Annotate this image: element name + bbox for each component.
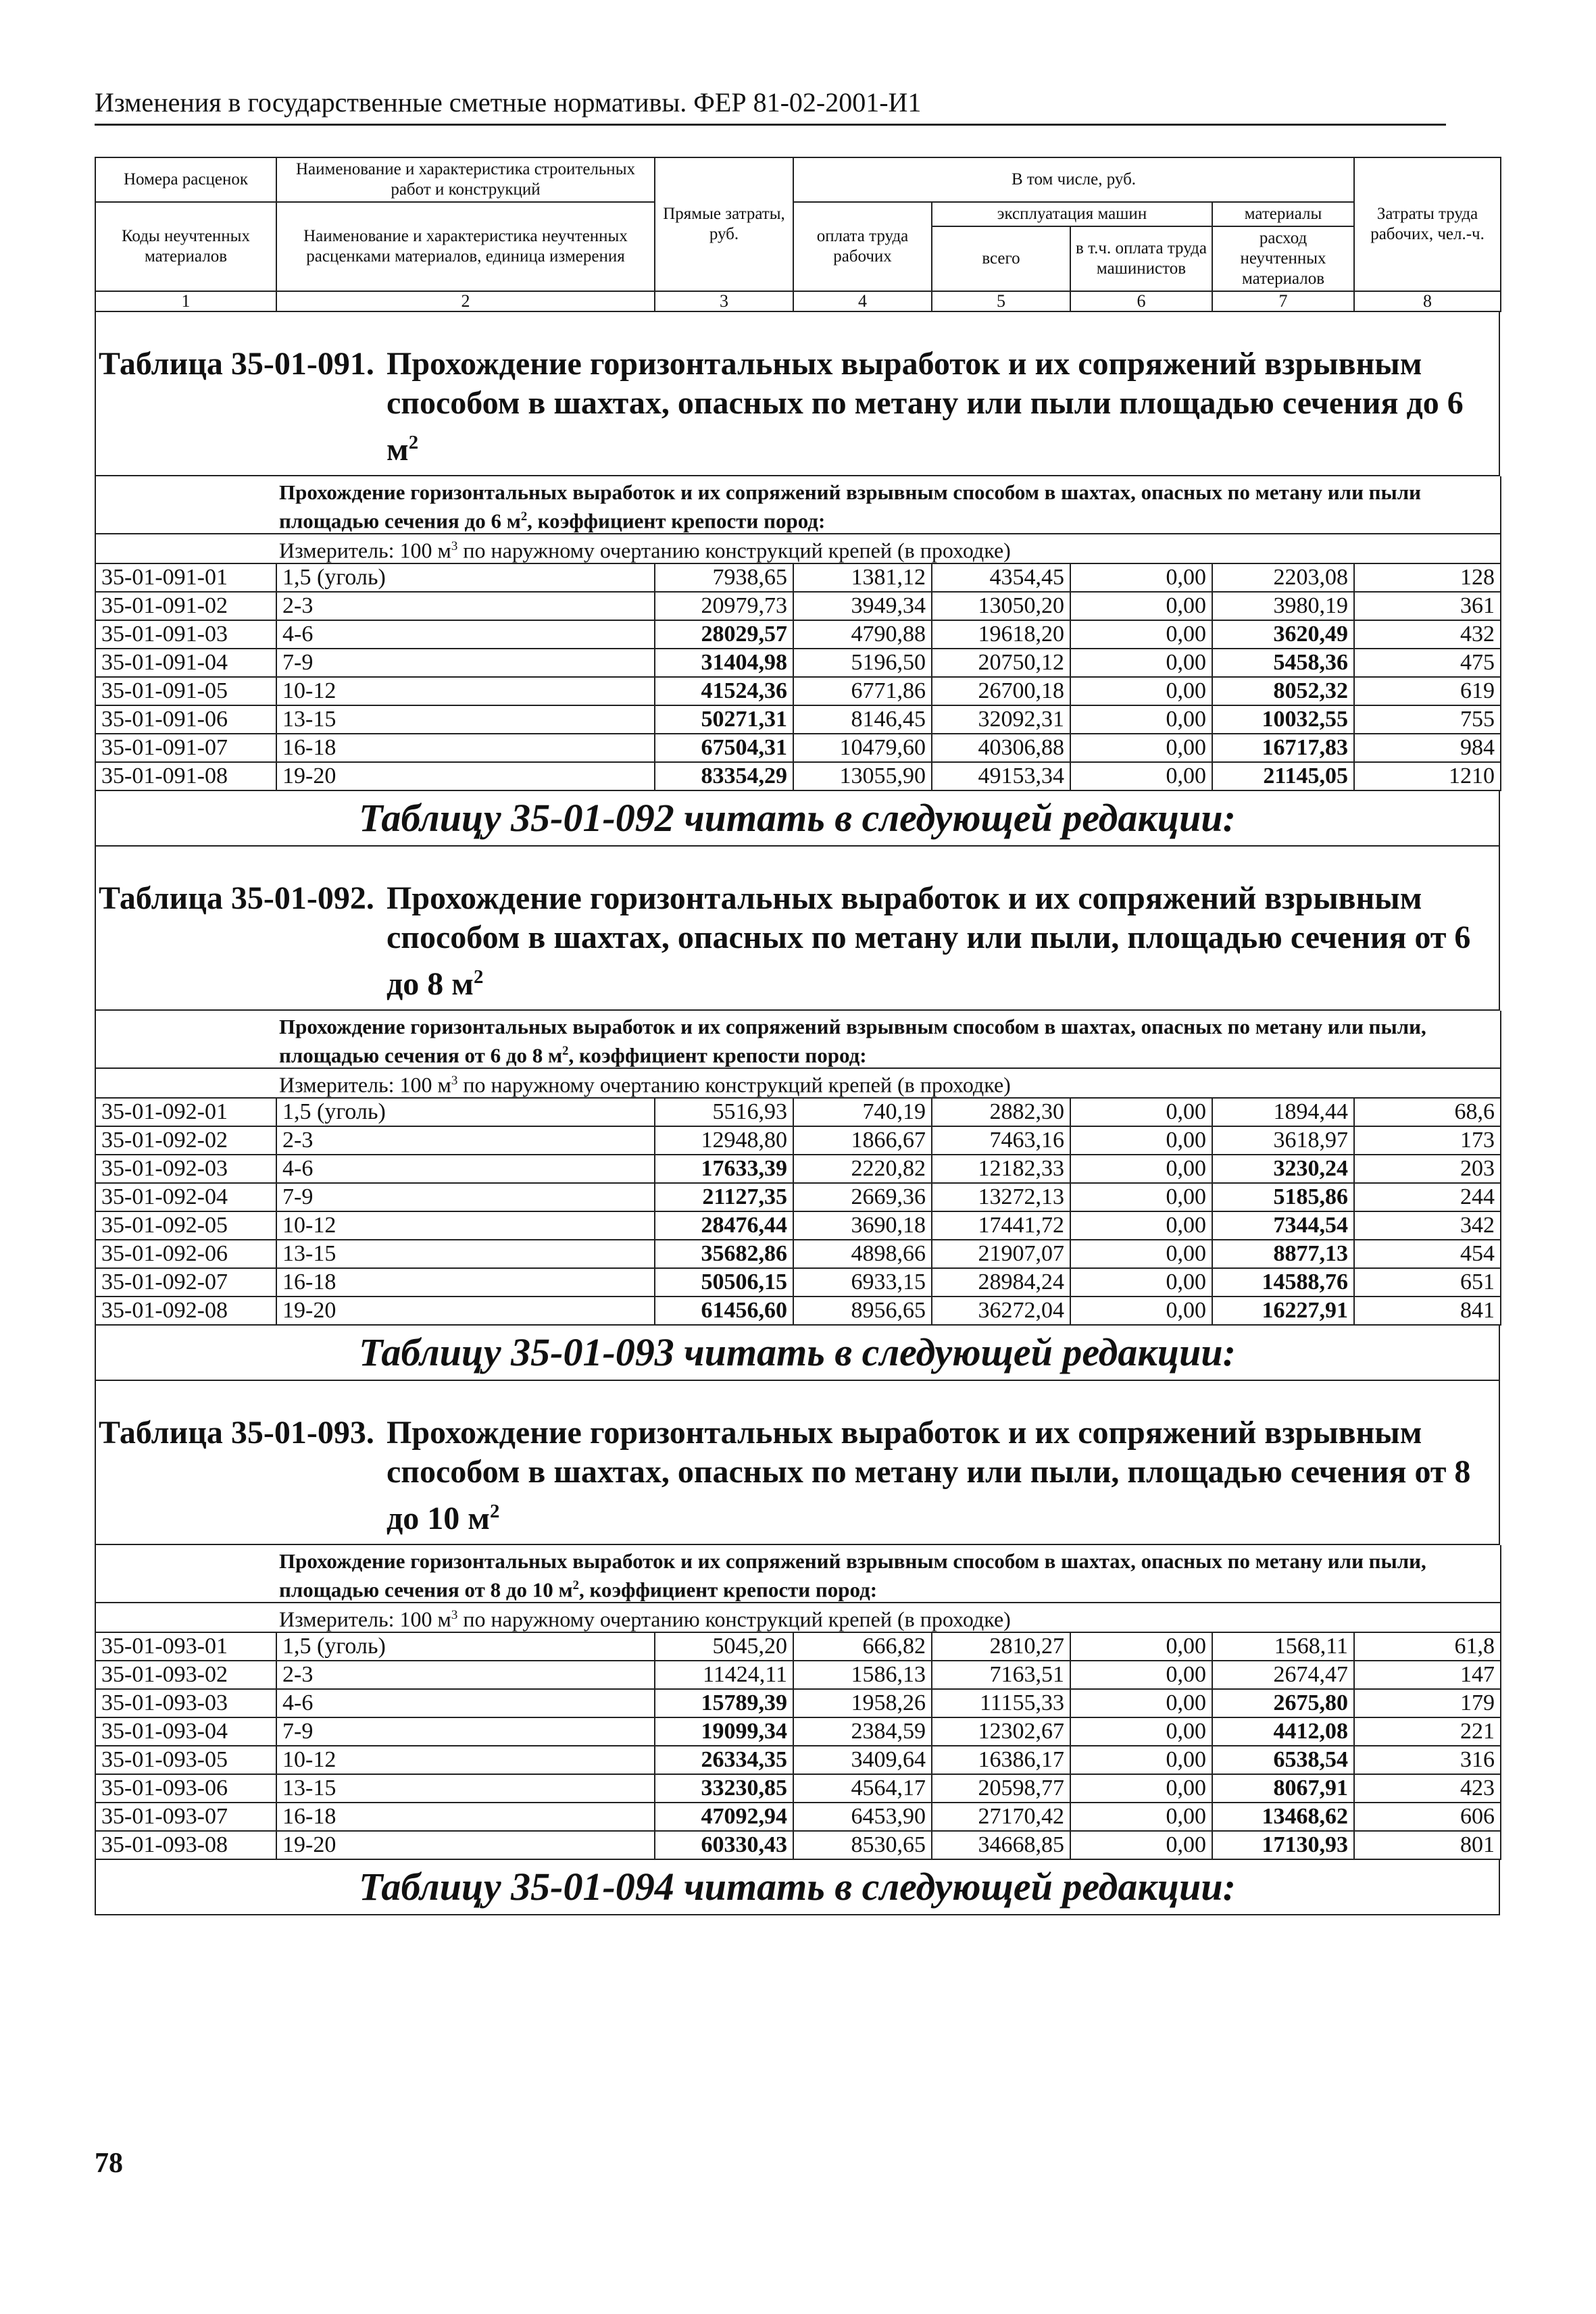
table-cell: 19-20 xyxy=(276,1831,655,1859)
table-cell: 31404,98 xyxy=(655,649,793,677)
table-cell: 7463,16 xyxy=(932,1126,1070,1155)
table-cell: 60330,43 xyxy=(655,1831,793,1859)
description-text: Прохождение горизонтальных выработок и их сопряжений взрывным способом в шахтах, опасных по метану или пыли площадью сечения до 6 м xyxy=(279,480,1421,533)
col-number: 1 xyxy=(95,291,276,311)
table-cell: 0,00 xyxy=(1070,1831,1212,1859)
description-text-tail: , коэффициент крепости пород: xyxy=(527,509,826,533)
table-cell: 13272,13 xyxy=(932,1183,1070,1211)
table-cell: 13-15 xyxy=(276,1774,655,1803)
col8-header: Затраты труда рабочих, чел.-ч. xyxy=(1354,157,1501,291)
measure-text-tail: по наружному очертанию конструкций крепей (в проходке) xyxy=(457,1072,1011,1097)
table-cell: 3618,97 xyxy=(1212,1126,1354,1155)
table-cell: 50506,15 xyxy=(655,1268,793,1297)
table-row xyxy=(95,1689,1501,1717)
table-cell: 28476,44 xyxy=(655,1211,793,1240)
read-next-note: Таблицу 35-01-093 читать в следующей редакции: xyxy=(95,1326,1500,1381)
table-cell: 5516,93 xyxy=(655,1098,793,1126)
table-cell: 10-12 xyxy=(276,1211,655,1240)
table-cell: 16-18 xyxy=(276,1268,655,1297)
table-row xyxy=(95,705,1501,734)
table-description xyxy=(276,1545,1501,1603)
table-row xyxy=(95,1183,1501,1211)
table-cell: 666,82 xyxy=(793,1632,932,1661)
table-cell: 19618,20 xyxy=(932,620,1070,649)
table-cell: 2384,59 xyxy=(793,1717,932,1746)
table-cell: 2669,36 xyxy=(793,1183,932,1211)
table-cell: 1586,13 xyxy=(793,1661,932,1689)
table-row xyxy=(95,1803,1501,1831)
table-cell: 3949,34 xyxy=(793,592,932,620)
including-header: В том числе, руб. xyxy=(793,157,1354,202)
table-cell: 67504,31 xyxy=(655,734,793,762)
table-cell: 0,00 xyxy=(1070,563,1212,592)
table-cell: 5458,36 xyxy=(1212,649,1354,677)
table-row xyxy=(95,762,1501,790)
table-cell: 17130,93 xyxy=(1212,1831,1354,1859)
col2-header-a: Наименование и характеристика строительных работ и конструкций xyxy=(276,157,655,202)
title-text: Прохождение горизонтальных выработок и их сопряжений взрывным способом в шахтах, опасных по метану или пыли, площадью сечения от 8 до 10 м xyxy=(386,1414,1471,1536)
read-next-note: Таблицу 35-01-094 читать в следующей редакции: xyxy=(95,1860,1500,1915)
table-cell: 35-01-093-04 xyxy=(95,1717,276,1746)
rates-table xyxy=(95,1545,1501,1860)
table-cell: 1958,26 xyxy=(793,1689,932,1717)
table-cell: 5045,20 xyxy=(655,1632,793,1661)
title-superscript: 2 xyxy=(408,432,419,453)
table-cell: 0,00 xyxy=(1070,1661,1212,1689)
measure-text: Измеритель: 100 м xyxy=(279,1072,451,1097)
table-cell: 432 xyxy=(1354,620,1501,649)
table-cell: 19-20 xyxy=(276,762,655,790)
table-row xyxy=(95,1297,1501,1325)
table-cell: 2-3 xyxy=(276,1126,655,1155)
table-number: Таблица 35-01-092. xyxy=(99,880,374,916)
title-superscript: 2 xyxy=(489,1500,500,1522)
description-superscript: 2 xyxy=(520,509,528,524)
table-cell: 5185,86 xyxy=(1212,1183,1354,1211)
table-row xyxy=(95,1155,1501,1183)
table-cell: 2882,30 xyxy=(932,1098,1070,1126)
table-cell: 35-01-093-02 xyxy=(95,1661,276,1689)
table-cell: 35-01-091-01 xyxy=(95,563,276,592)
table-cell: 35-01-093-05 xyxy=(95,1746,276,1774)
table-cell: 0,00 xyxy=(1070,620,1212,649)
table-cell: 2203,08 xyxy=(1212,563,1354,592)
table-cell: 0,00 xyxy=(1070,1689,1212,1717)
table-cell: 0,00 xyxy=(1070,1211,1212,1240)
title-superscript: 2 xyxy=(473,965,484,988)
table-cell: 68,6 xyxy=(1354,1098,1501,1126)
table-cell: 8067,91 xyxy=(1212,1774,1354,1803)
table-cell: 2-3 xyxy=(276,1661,655,1689)
table-cell: 1210 xyxy=(1354,762,1501,790)
table-row xyxy=(95,1831,1501,1859)
table-cell: 0,00 xyxy=(1070,1717,1212,1746)
table-description xyxy=(276,476,1501,534)
table-cell: 41524,36 xyxy=(655,677,793,705)
table-cell: 2-3 xyxy=(276,592,655,620)
table-cell: 8052,32 xyxy=(1212,677,1354,705)
measure-superscript: 3 xyxy=(451,1608,458,1623)
table-row xyxy=(95,649,1501,677)
table-cell: 4-6 xyxy=(276,1689,655,1717)
table-cell: 4564,17 xyxy=(793,1774,932,1803)
table-cell: 35-01-092-05 xyxy=(95,1211,276,1240)
table-number: Таблица 35-01-093. xyxy=(99,1414,374,1451)
table-cell: 147 xyxy=(1354,1661,1501,1689)
table-row xyxy=(95,1268,1501,1297)
page-header: Изменения в государственные сметные нормативы. ФЕР 81-02-2001-И1 xyxy=(95,86,1446,126)
table-row xyxy=(95,563,1501,592)
table-cell: 40306,88 xyxy=(932,734,1070,762)
table-row xyxy=(95,734,1501,762)
spacer xyxy=(95,312,1500,342)
table-cell: 6933,15 xyxy=(793,1268,932,1297)
materials-header: материалы xyxy=(1212,202,1354,226)
table-cell: 12182,33 xyxy=(932,1155,1070,1183)
table-cell: 7163,51 xyxy=(932,1661,1070,1689)
table-cell: 1894,44 xyxy=(1212,1098,1354,1126)
measure-unit xyxy=(276,1068,1501,1098)
table-cell: 35-01-093-08 xyxy=(95,1831,276,1859)
table-cell: 35-01-092-02 xyxy=(95,1126,276,1155)
table-cell: 0,00 xyxy=(1070,1126,1212,1155)
table-row xyxy=(95,1632,1501,1661)
table-cell: 0,00 xyxy=(1070,1803,1212,1831)
table-cell: 755 xyxy=(1354,705,1501,734)
table-cell: 26700,18 xyxy=(932,677,1070,705)
table-cell: 984 xyxy=(1354,734,1501,762)
table-cell: 7-9 xyxy=(276,649,655,677)
table-cell: 50271,31 xyxy=(655,705,793,734)
table-cell: 19-20 xyxy=(276,1297,655,1325)
table-cell: 14588,76 xyxy=(1212,1268,1354,1297)
table-cell: 3409,64 xyxy=(793,1746,932,1774)
col-number: 6 xyxy=(1070,291,1212,311)
table-row xyxy=(95,1661,1501,1689)
col4-header: оплата труда рабочих xyxy=(793,202,932,291)
measure-unit xyxy=(276,1603,1501,1632)
rates-table xyxy=(95,476,1501,791)
table-cell: 34668,85 xyxy=(932,1831,1070,1859)
table-cell: 3980,19 xyxy=(1212,592,1354,620)
table-cell: 0,00 xyxy=(1070,762,1212,790)
col1-header-b: Коды неучтенных материалов xyxy=(95,202,276,291)
col-number: 7 xyxy=(1212,291,1354,311)
table-cell: 8146,45 xyxy=(793,705,932,734)
table-cell: 1381,12 xyxy=(793,563,932,592)
table-cell: 35-01-091-02 xyxy=(95,592,276,620)
table-cell: 17633,39 xyxy=(655,1155,793,1183)
table-cell: 21145,05 xyxy=(1212,762,1354,790)
table-cell: 61,8 xyxy=(1354,1632,1501,1661)
table-cell: 6771,86 xyxy=(793,677,932,705)
table-cell: 27170,42 xyxy=(932,1803,1070,1831)
table-title xyxy=(95,1411,1500,1545)
table-cell: 83354,29 xyxy=(655,762,793,790)
table-cell: 0,00 xyxy=(1070,1155,1212,1183)
table-cell: 2220,82 xyxy=(793,1155,932,1183)
table-cell: 0,00 xyxy=(1070,1297,1212,1325)
table-cell: 6453,90 xyxy=(793,1803,932,1831)
table-cell: 10032,55 xyxy=(1212,705,1354,734)
table-cell: 8956,65 xyxy=(793,1297,932,1325)
table-description xyxy=(276,1011,1501,1068)
measure-text-tail: по наружному очертанию конструкций крепей (в проходке) xyxy=(457,538,1011,563)
table-cell: 10-12 xyxy=(276,677,655,705)
table-cell: 606 xyxy=(1354,1803,1501,1831)
table-cell: 2810,27 xyxy=(932,1632,1070,1661)
spacer xyxy=(95,1381,1500,1411)
table-row xyxy=(95,592,1501,620)
table-row xyxy=(95,1211,1501,1240)
table-cell: 20979,73 xyxy=(655,592,793,620)
col-number: 3 xyxy=(655,291,793,311)
measure-text: Измеритель: 100 м xyxy=(279,1607,451,1632)
table-cell: 20750,12 xyxy=(932,649,1070,677)
table-cell: 13055,90 xyxy=(793,762,932,790)
table-cell: 7344,54 xyxy=(1212,1211,1354,1240)
table-cell: 49153,34 xyxy=(932,762,1070,790)
table-cell: 801 xyxy=(1354,1831,1501,1859)
measure-text: Измеритель: 100 м xyxy=(279,538,451,563)
table-row xyxy=(95,1717,1501,1746)
table-cell: 4412,08 xyxy=(1212,1717,1354,1746)
table-cell: 0,00 xyxy=(1070,1268,1212,1297)
description-text: Прохождение горизонтальных выработок и их сопряжений взрывным способом в шахтах, опасных по метану или пыли, площадью сечения от 8 до 10 м xyxy=(279,1549,1426,1602)
col3-header: Прямые затраты, руб. xyxy=(655,157,793,291)
description-text-tail: , коэффициент крепости пород: xyxy=(568,1043,867,1067)
description-text: Прохождение горизонтальных выработок и их сопряжений взрывным способом в шахтах, опасных по метану или пыли, площадью сечения от 6 до 8 м xyxy=(279,1014,1426,1067)
table-cell: 3230,24 xyxy=(1212,1155,1354,1183)
table-cell: 7-9 xyxy=(276,1717,655,1746)
table-row xyxy=(95,1746,1501,1774)
col-number: 8 xyxy=(1354,291,1501,311)
table-cell: 17441,72 xyxy=(932,1211,1070,1240)
table-cell: 316 xyxy=(1354,1746,1501,1774)
table-cell: 0,00 xyxy=(1070,1746,1212,1774)
table-cell: 4790,88 xyxy=(793,620,932,649)
table-cell: 7938,65 xyxy=(655,563,793,592)
table-cell: 6538,54 xyxy=(1212,1746,1354,1774)
table-cell: 361 xyxy=(1354,592,1501,620)
description-superscript: 2 xyxy=(572,1578,579,1592)
document-body xyxy=(95,157,1500,1915)
table-cell: 61456,60 xyxy=(655,1297,793,1325)
table-cell: 35-01-092-06 xyxy=(95,1240,276,1268)
table-cell: 35-01-091-05 xyxy=(95,677,276,705)
table-cell: 1,5 (уголь) xyxy=(276,563,655,592)
table-cell: 35-01-093-07 xyxy=(95,1803,276,1831)
table-cell: 35-01-093-03 xyxy=(95,1689,276,1717)
table-cell: 3690,18 xyxy=(793,1211,932,1240)
col-number: 2 xyxy=(276,291,655,311)
col2-header-b: Наименование и характеристика неучтенных расценками материалов, единица измерения xyxy=(276,202,655,291)
table-cell: 203 xyxy=(1354,1155,1501,1183)
table-cell: 16717,83 xyxy=(1212,734,1354,762)
table-cell: 475 xyxy=(1354,649,1501,677)
table-cell: 2675,80 xyxy=(1212,1689,1354,1717)
table-cell: 47092,94 xyxy=(655,1803,793,1831)
read-next-note: Таблицу 35-01-092 читать в следующей редакции: xyxy=(95,791,1500,847)
table-cell: 1,5 (уголь) xyxy=(276,1632,655,1661)
table-row xyxy=(95,1126,1501,1155)
table-cell: 841 xyxy=(1354,1297,1501,1325)
table-row xyxy=(95,1098,1501,1126)
machines-header: эксплуатация машин xyxy=(932,202,1212,226)
table-cell: 173 xyxy=(1354,1126,1501,1155)
col-number: 4 xyxy=(793,291,932,311)
table-cell: 0,00 xyxy=(1070,734,1212,762)
table-cell: 16-18 xyxy=(276,1803,655,1831)
sections xyxy=(95,342,1500,1915)
table-cell: 619 xyxy=(1354,677,1501,705)
table-cell: 4-6 xyxy=(276,620,655,649)
table-cell: 179 xyxy=(1354,1689,1501,1717)
table-cell: 11424,11 xyxy=(655,1661,793,1689)
table-cell: 35-01-091-07 xyxy=(95,734,276,762)
table-cell: 35-01-092-01 xyxy=(95,1098,276,1126)
table-cell: 0,00 xyxy=(1070,677,1212,705)
table-cell: 32092,31 xyxy=(932,705,1070,734)
table-cell: 35-01-091-03 xyxy=(95,620,276,649)
page-number: 78 xyxy=(95,2148,123,2179)
table-cell: 33230,85 xyxy=(655,1774,793,1803)
table-cell: 454 xyxy=(1354,1240,1501,1268)
table-cell: 13-15 xyxy=(276,1240,655,1268)
table-cell: 35-01-092-04 xyxy=(95,1183,276,1211)
col6-header: в т.ч. оплата труда машинистов xyxy=(1070,226,1212,291)
table-cell: 35-01-092-07 xyxy=(95,1268,276,1297)
table-cell: 11155,33 xyxy=(932,1689,1070,1717)
table-cell: 10479,60 xyxy=(793,734,932,762)
table-cell: 26334,35 xyxy=(655,1746,793,1774)
table-cell: 423 xyxy=(1354,1774,1501,1803)
description-text-tail: , коэффициент крепости пород: xyxy=(578,1578,878,1602)
table-cell: 1568,11 xyxy=(1212,1632,1354,1661)
table-cell: 0,00 xyxy=(1070,649,1212,677)
table-cell: 20598,77 xyxy=(932,1774,1070,1803)
table-cell: 21907,07 xyxy=(932,1240,1070,1268)
table-cell: 36272,04 xyxy=(932,1297,1070,1325)
col-number: 5 xyxy=(932,291,1070,311)
table-cell: 35-01-091-04 xyxy=(95,649,276,677)
table-cell: 0,00 xyxy=(1070,1098,1212,1126)
table-cell: 0,00 xyxy=(1070,592,1212,620)
table-cell: 740,19 xyxy=(793,1098,932,1126)
table-cell: 13468,62 xyxy=(1212,1803,1354,1831)
table-cell: 16227,91 xyxy=(1212,1297,1354,1325)
table-cell: 19099,34 xyxy=(655,1717,793,1746)
table-title xyxy=(95,342,1500,476)
table-cell: 35-01-092-08 xyxy=(95,1297,276,1325)
table-cell: 4898,66 xyxy=(793,1240,932,1268)
table-cell: 0,00 xyxy=(1070,1632,1212,1661)
col1-header-a: Номера расценок xyxy=(95,157,276,202)
title-text: Прохождение горизонтальных выработок и их сопряжений взрывным способом в шахтах, опасных по метану или пыли площадью сечения до 6 м xyxy=(386,346,1464,468)
table-cell: 244 xyxy=(1354,1183,1501,1211)
table-cell: 1866,67 xyxy=(793,1126,932,1155)
table-cell: 10-12 xyxy=(276,1746,655,1774)
measure-text-tail: по наружному очертанию конструкций крепей (в проходке) xyxy=(457,1607,1011,1632)
title-text: Прохождение горизонтальных выработок и их сопряжений взрывным способом в шахтах, опасных по метану или пыли, площадью сечения от 6 до 8 м xyxy=(386,880,1471,1002)
table-cell: 2674,47 xyxy=(1212,1661,1354,1689)
table-cell: 342 xyxy=(1354,1211,1501,1240)
table-cell: 0,00 xyxy=(1070,1774,1212,1803)
table-cell: 16386,17 xyxy=(932,1746,1070,1774)
table-cell: 3620,49 xyxy=(1212,620,1354,649)
measure-superscript: 3 xyxy=(451,1074,458,1088)
table-cell: 21127,35 xyxy=(655,1183,793,1211)
table-title xyxy=(95,876,1500,1011)
table-cell: 12948,80 xyxy=(655,1126,793,1155)
table-cell: 0,00 xyxy=(1070,1183,1212,1211)
table-cell: 15789,39 xyxy=(655,1689,793,1717)
measure-unit xyxy=(276,534,1501,563)
table-cell: 5196,50 xyxy=(793,649,932,677)
description-superscript: 2 xyxy=(562,1043,569,1058)
table-cell: 12302,67 xyxy=(932,1717,1070,1746)
table-cell: 651 xyxy=(1354,1268,1501,1297)
table-cell: 221 xyxy=(1354,1717,1501,1746)
measure-superscript: 3 xyxy=(451,539,458,554)
col5-header: всего xyxy=(932,226,1070,291)
table-cell: 28984,24 xyxy=(932,1268,1070,1297)
table-cell: 4-6 xyxy=(276,1155,655,1183)
table-cell: 13050,20 xyxy=(932,592,1070,620)
table-cell: 16-18 xyxy=(276,734,655,762)
table-cell: 0,00 xyxy=(1070,705,1212,734)
table-row xyxy=(95,677,1501,705)
table-cell: 13-15 xyxy=(276,705,655,734)
table-cell: 8530,65 xyxy=(793,1831,932,1859)
table-cell: 4354,45 xyxy=(932,563,1070,592)
table-cell: 35682,86 xyxy=(655,1240,793,1268)
table-cell: 0,00 xyxy=(1070,1240,1212,1268)
table-number: Таблица 35-01-091. xyxy=(99,346,374,382)
table-row xyxy=(95,1240,1501,1268)
table-row xyxy=(95,620,1501,649)
table-cell: 35-01-091-06 xyxy=(95,705,276,734)
table-cell: 35-01-093-01 xyxy=(95,1632,276,1661)
table-cell: 35-01-091-08 xyxy=(95,762,276,790)
column-header-table xyxy=(95,157,1501,312)
table-cell: 35-01-092-03 xyxy=(95,1155,276,1183)
table-cell: 1,5 (уголь) xyxy=(276,1098,655,1126)
table-cell: 35-01-093-06 xyxy=(95,1774,276,1803)
table-cell: 28029,57 xyxy=(655,620,793,649)
table-cell: 7-9 xyxy=(276,1183,655,1211)
spacer xyxy=(95,847,1500,876)
table-row xyxy=(95,1774,1501,1803)
table-cell: 8877,13 xyxy=(1212,1240,1354,1268)
rates-table xyxy=(95,1011,1501,1326)
table-cell: 128 xyxy=(1354,563,1501,592)
col7-header: расход неучтенных материалов xyxy=(1212,226,1354,291)
